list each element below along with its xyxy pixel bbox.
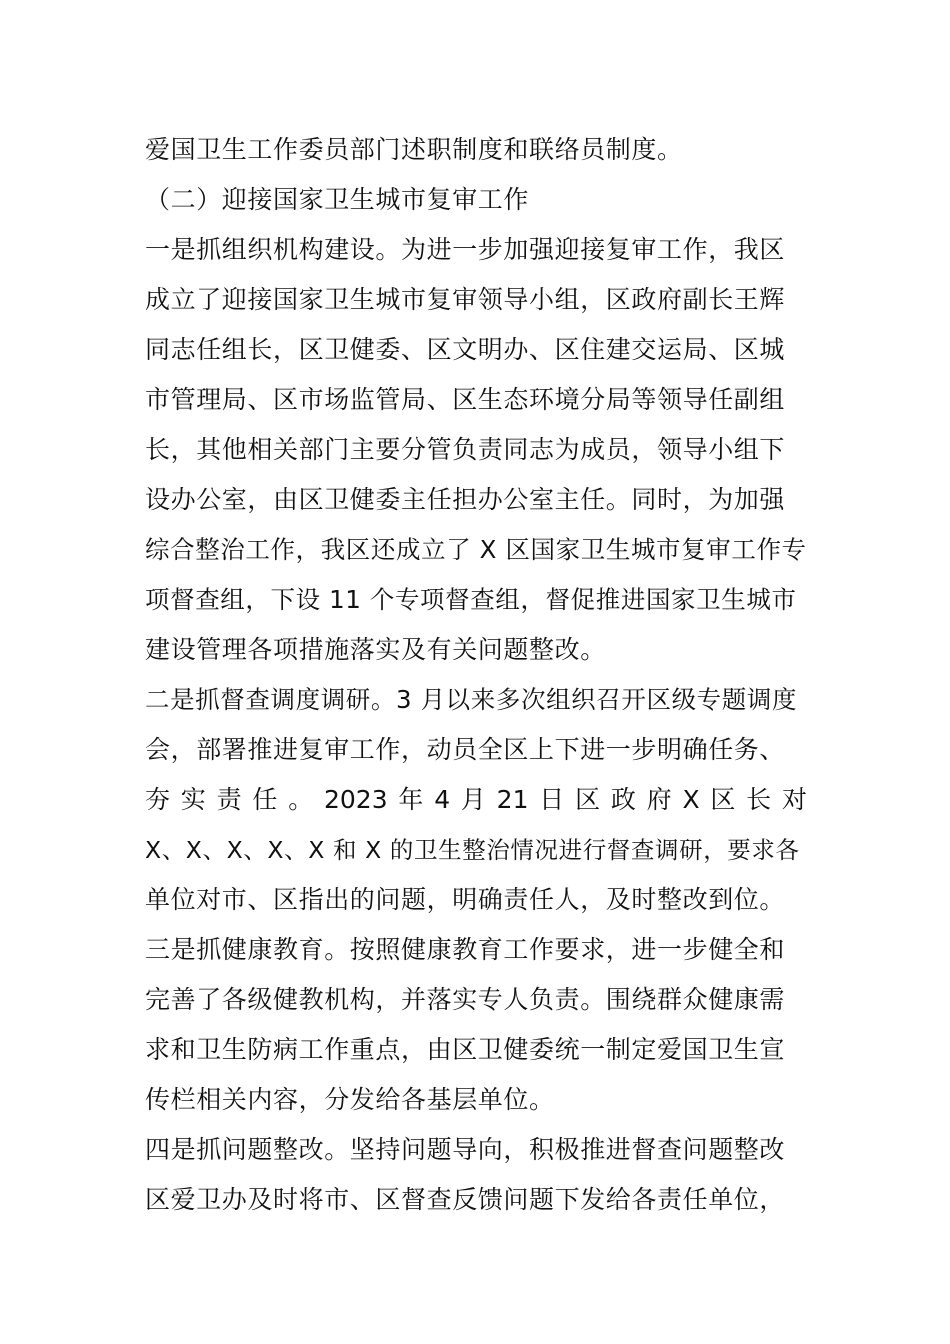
text-line: 三是抓健康教育。按照健康教育工作要求，进一步健全和: [145, 935, 786, 964]
text-line: 二是抓督查调度调研。3 月以来多次组织召开区级专题调度: [145, 685, 798, 714]
text-line: 区爱卫办及时将市、区督查反馈问题下发给各责任单位，: [145, 1185, 786, 1214]
text-line: 设办公室，由区卫健委主任担办公室主任。同时，为加强: [145, 485, 786, 514]
line-part: 21: [496, 785, 529, 814]
line-part: 夯: [145, 785, 171, 814]
line-part: 实: [180, 785, 206, 814]
text-line: 求和卫生防病工作重点，由区卫健委统一制定爱国卫生宣: [145, 1035, 786, 1064]
text-line: 建设管理各项措施落实及有关问题整改。: [145, 635, 606, 664]
line-part: 府: [646, 785, 672, 814]
line-part: 长: [746, 785, 772, 814]
line-part: 2023: [323, 785, 388, 814]
line-part: 区: [575, 785, 601, 814]
justified-text-line: [145, 784, 807, 818]
text-line: 成立了迎接国家卫生城市复审领导小组，区政府副长王辉: [145, 285, 786, 314]
text-line: 四是抓问题整改。坚持问题导向，积极推进督查问题整改: [145, 1135, 786, 1164]
line-part: 区: [710, 785, 736, 814]
line-part: X: [682, 785, 700, 814]
section-heading: （二）迎接国家卫生城市复审工作: [145, 185, 530, 214]
text-line: 爱国卫生工作委员部门述职制度和联络员制度。: [145, 135, 683, 164]
text-line: X、X、X、X、X 和 X 的卫生整治情况进行督查调研，要求各: [145, 836, 800, 864]
text-line: 会，部署推进复审工作，动员全区上下进一步明确任务、: [145, 735, 786, 764]
line-part: 对: [781, 785, 807, 814]
line-part: 月: [460, 785, 486, 814]
line-part: 日: [539, 785, 565, 814]
text-line: 长，其他相关部门主要分管负责同志为成员，领导小组下: [145, 435, 786, 464]
text-line: 单位对市、区指出的问题，明确责任人，及时整改到位。: [145, 885, 786, 914]
line-part: 责: [216, 785, 242, 814]
text-line: 市管理局、区市场监管局、区生态环境分局等领导任副组: [145, 385, 786, 414]
line-part: 。: [288, 785, 314, 814]
line-part: 政: [610, 785, 636, 814]
text-line: 传栏相关内容，分发给各基层单位。: [145, 1085, 555, 1114]
line-part: 年: [398, 785, 424, 814]
text-line: 项督查组，下设 11 个专项督查组，督促推进国家卫生城市: [145, 585, 797, 614]
text-line: 一是抓组织机构建设。为进一步加强迎接复审工作，我区: [145, 235, 786, 264]
line-part: 任: [252, 785, 278, 814]
text-line: 同志任组长，区卫健委、区文明办、区住建交运局、区城: [145, 335, 786, 364]
text-line: 完善了各级健教机构，并落实专人负责。围绕群众健康需: [145, 985, 786, 1014]
line-part: 4: [434, 785, 451, 814]
text-line: 综合整治工作，我区还成立了 X 区国家卫生城市复审工作专: [145, 535, 807, 564]
